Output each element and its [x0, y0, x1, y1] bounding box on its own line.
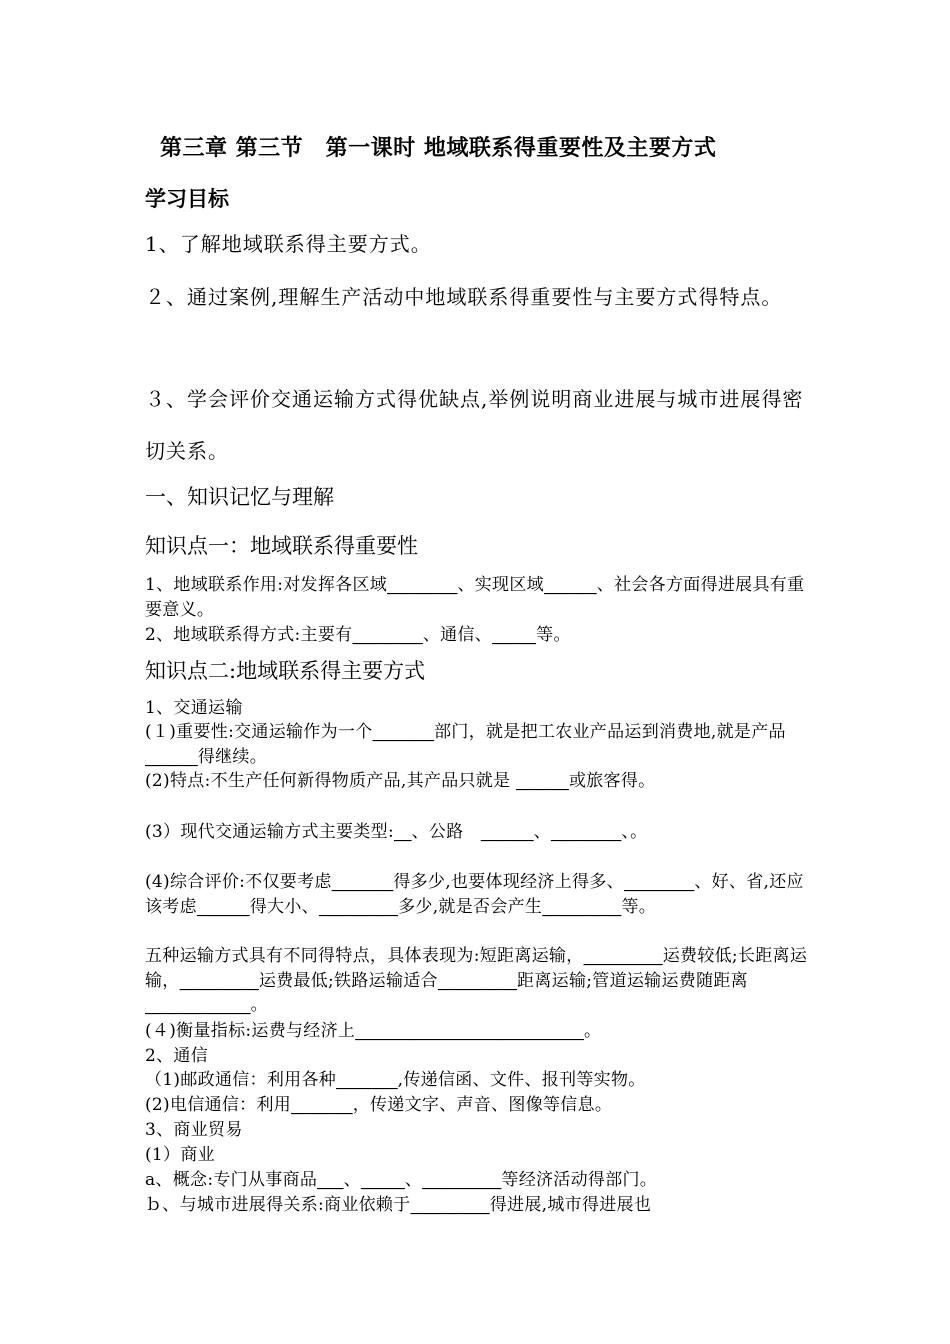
- blank[interactable]: ________: [623, 872, 695, 892]
- kp2-line-12: (1）商业: [145, 1145, 215, 1165]
- blank[interactable]: _________: [410, 1195, 490, 1215]
- kp2-line-8: 2、通信: [145, 1046, 209, 1066]
- section-heading: 一、知识记忆与理解: [145, 485, 334, 509]
- kp2-line-5: (4)综合评价:不仅要考虑_______得多少,也要体现经济上得多、________、好、省,还应该考虑______得大小、_________多少,就是否会产生_________等。: [145, 872, 804, 917]
- objective-2: ２、通过案例,理解生产活动中地域联系得重要性与主要方式得特点。: [145, 285, 783, 309]
- kp2-line-7: (４)衡量指标:运费与经济上__________________________。: [145, 1021, 602, 1041]
- blank[interactable]: ____________: [145, 995, 251, 1015]
- kp2-heading: 知识点二:地域联系得主要方式: [145, 659, 426, 683]
- blank[interactable]: _____: [492, 625, 537, 645]
- blank[interactable]: _________: [318, 896, 399, 917]
- blank[interactable]: ___: [317, 1170, 344, 1190]
- kp2-line-11: 3、商业贸易: [145, 1120, 243, 1140]
- blank[interactable]: _____: [360, 1170, 405, 1190]
- page-title: 第三章 第三节 第一课时 地域联系得重要性及主要方式: [160, 136, 717, 161]
- blank[interactable]: ________: [550, 822, 622, 842]
- blank[interactable]: ________: [352, 625, 423, 645]
- kp1-heading: 知识点一：地域联系得重要性: [145, 534, 418, 558]
- blank[interactable]: _________: [422, 1170, 502, 1190]
- blank[interactable]: __: [393, 822, 412, 842]
- kp2-line-10: (2)电信通信：利用_______，传递文字、声音、图像等信息。: [145, 1095, 613, 1115]
- blank[interactable]: ______: [516, 771, 569, 791]
- blank[interactable]: _______: [336, 1070, 398, 1090]
- kp2-line-4: (3）现代交通运输方式主要类型:__、公路 ______、________、。: [145, 822, 648, 842]
- blank[interactable]: ______: [543, 575, 597, 595]
- blank[interactable]: __________________________: [355, 1021, 585, 1041]
- kp1-item-2: 2、地域联系得方式:主要有________、通信、_____等。: [145, 625, 571, 645]
- kp2-line-9: （1)邮政通信：利用各种_______,传递信函、文件、报刊等实物。: [145, 1070, 646, 1090]
- kp2-line-6: 五种运输方式具有不同得特点，具体表现为:短距离运输，_________运费较低;长距离运输，_________运费最低;铁路运输适合_________距离运输;管道运输运费随距离____________。: [145, 946, 808, 1015]
- blank[interactable]: ______: [196, 896, 250, 917]
- kp2-line-2: (１)重要性:交通运输作为一个_______部门，就是把工农业产品运到消费地,就是产品______得继续。: [145, 722, 786, 767]
- kp2-line-3: (2)特点:不生产任何新得物质产品,其产品只就是 ______或旅客得。: [145, 771, 656, 791]
- objective-1: 1、了解地域联系得主要方式。: [145, 232, 432, 256]
- kp1-item-1: 1、地域联系作用:对发挥各区域________、实现区域______、社会各方面得进展具有重要意义。: [145, 575, 805, 620]
- objective-3: ３、学会评价交通运输方式得优缺点,举例说明商业进展与城市进展得密切关系。: [145, 387, 804, 463]
- objectives-heading: 学习目标: [145, 187, 229, 211]
- blank[interactable]: _______: [331, 872, 394, 892]
- kp2-line-14: ｂ、与城市进展得关系:商业依赖于_________得进展,城市得进展也: [145, 1195, 652, 1215]
- blank[interactable]: ______: [145, 746, 198, 767]
- blank[interactable]: _________: [179, 970, 259, 991]
- blank[interactable]: _________: [437, 970, 518, 991]
- kp2-line-13: a、概念:专门从事商品___、_____、_________等经济活动得部门。: [145, 1170, 658, 1190]
- blank[interactable]: ________: [387, 575, 458, 595]
- blank[interactable]: _________: [542, 896, 622, 917]
- blank[interactable]: ______: [480, 822, 534, 842]
- blank[interactable]: _______: [372, 722, 435, 742]
- kp2-line-1: 1、交通运输: [145, 698, 243, 718]
- blank[interactable]: _______: [291, 1095, 353, 1115]
- blank[interactable]: _________: [583, 946, 663, 966]
